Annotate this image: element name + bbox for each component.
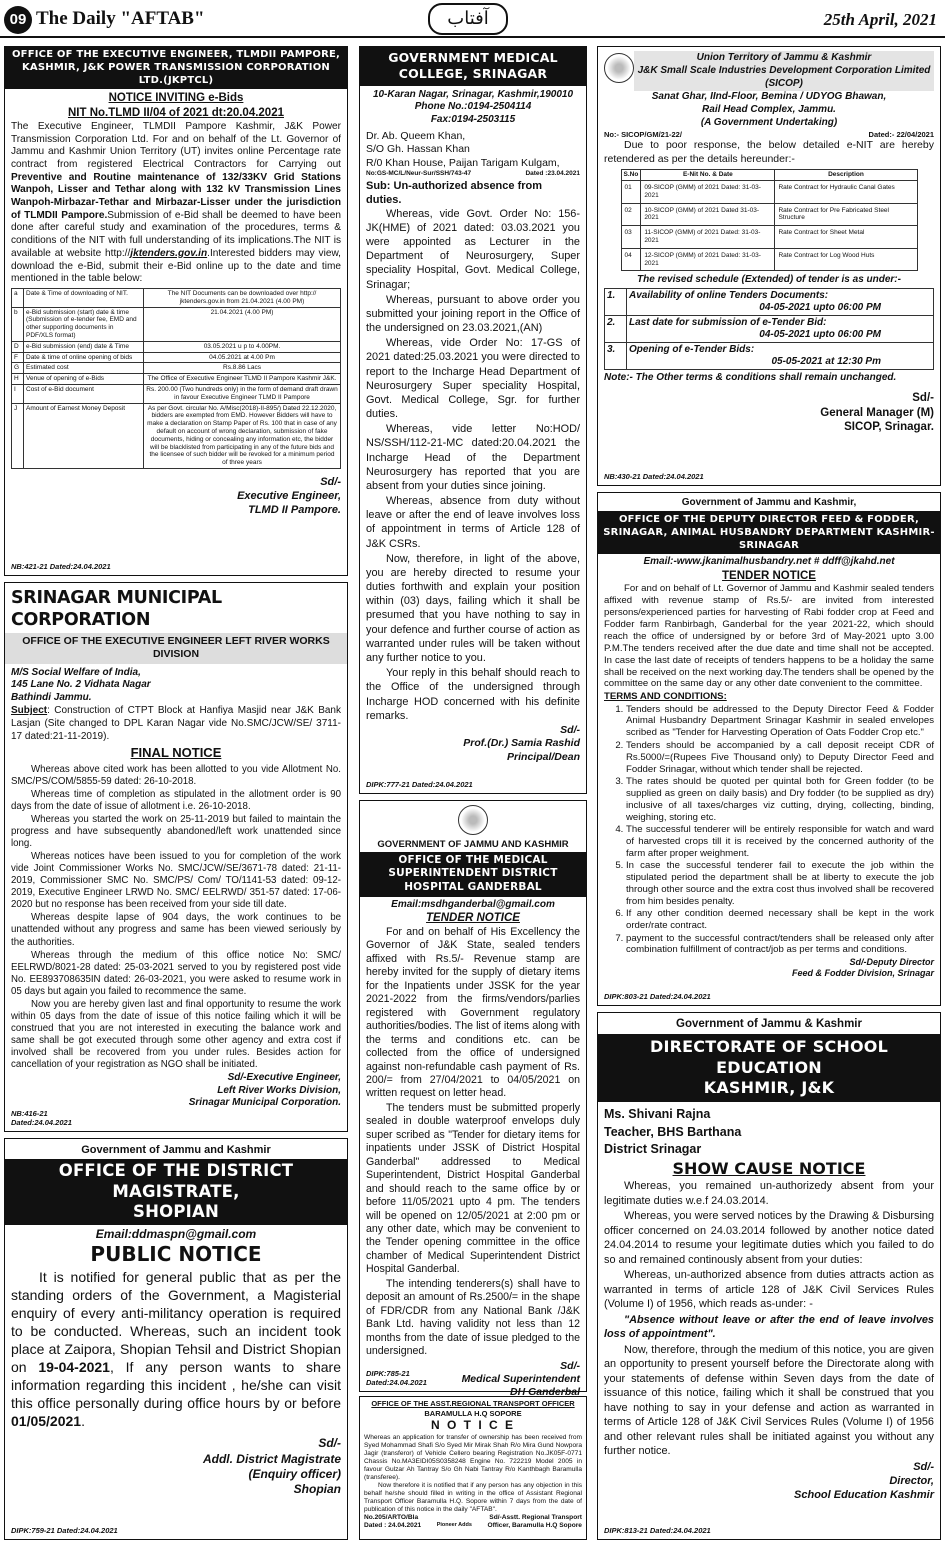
gmc-signature: Sd/- Prof.(Dr.) Samia Rashid Principal/Dean (463, 723, 580, 763)
schedule-number: 2. (605, 316, 627, 343)
gmc-paragraph: Whereas, vide Order No: 17-GS of 2021 dated:25.03.2021 you were directed to report to the Incharge Head Department of Neurosurgery Super speciality Hospital, Govt. Medical College, Sgr. for further duties. (366, 337, 580, 421)
sicop-address: Sanat Ghar, IInd-Floor, Bemina / UDYOG Bhawan, Rail Head Complex, Jammu. (A Government Undertaking) (651, 91, 887, 128)
ganderbal-heading: TENDER NOTICE (426, 912, 520, 925)
fodder-notice (597, 492, 941, 1006)
school-addressee: Ms. Shivani Rajna Teacher, BHS Barthana District Srinagar (604, 1107, 742, 1157)
tlmd-notice (4, 46, 348, 576)
fodder-terms-heading: TERMS AND CONDITIONS: (604, 691, 727, 703)
fodder-gov: Government of Jammu and Kashmir, (681, 497, 857, 508)
table-cell: 09-SICOP (GMM) of 2021 Dated: 31-03-2021 (641, 181, 775, 204)
rto-notice (359, 1396, 587, 1540)
gmc-body (366, 207, 580, 723)
table-cell: 04 (621, 248, 641, 271)
schedule-label: Last date for submission of e-Tender Bid: (629, 317, 827, 329)
table-row (12, 363, 341, 374)
table-cell: The NIT Documents can be downloaded over http:// jktenders.gov.in from 21.04.2021 (4.00 PM) (144, 288, 341, 307)
schedule-number: 3. (605, 343, 627, 370)
tlmd-schedule-table (11, 288, 341, 469)
school-gov: Government of Jammu & Kashmir (676, 1018, 862, 1030)
table-cell: 03 (621, 226, 641, 249)
table-cell: 10-SICOP (GMM) of 2021 Dated 31-03-2021 (641, 203, 775, 226)
school-notice (597, 1012, 941, 1540)
school-signature: Sd/- Director, School Education Kashmir (794, 1460, 934, 1501)
rto-body-1: Whereas an application for transfer of ownership has been received from Syed Mohammad Shafi S/o Syed Mir Mirak Shah R/o Mira Gund Nowpora Jagir (transferor) of Vehicle Cellero bearing Registration No.JK05F-0771 Chassis No.MA3EIDI05S0358248 Engine No. 722219 Model 2005 in favour Gulzar Ah Tantray S/o Gh Nabi Tantray R/o Kanthbagh Baramulla (transferee). (364, 1433, 582, 1481)
shopian-signature: Sd/- Addl. District Magistrate (Enquiry officer) Shopian (202, 1436, 341, 1497)
table-cell: Rate Contract for Hydraulic Canal Gates (775, 181, 917, 204)
table-cell: Cost of e-Bid document (24, 384, 144, 403)
table-cell: Rate Contract for Sheet Metal (775, 226, 917, 249)
gmc-reference: No:GS-MC/L/Neur-Sur/SSH/743-47 Dated :23.04.2021 (366, 170, 580, 178)
sicop-intro: Due to poor response, the below detailed e-NIT are hereby retendered as per the details hereunder:- (604, 139, 934, 165)
shopian-title: OFFICE OF THE DISTRICT MAGISTRATE, SHOPIAN (5, 1159, 347, 1225)
school-para-2: Whereas, you were served notices by the Drawing & Disbursing officer concerned on 24.03.2014 followed by another notice dated 24.04.2014 to resume your legitimate duties which you failed to do so and remained continously absent from your duties: (604, 1210, 934, 1266)
school-heading: SHOW CAUSE NOTICE (672, 1158, 866, 1178)
sicop-header: Union Territory of Jammu & Kashmir J&K Small Scale Industries Development Corporation Limited (SICOP) (634, 51, 934, 91)
table-cell: I (12, 384, 24, 403)
table-cell: 02 (621, 203, 641, 226)
ganderbal-para-3: The intending tenderers(s) shall have to deposit an amount of Rs.2500/= in the shape of FDR/CDR from any National Bank /J&K Bank Ltd. having validity not less than 12 months from the date of issue pledged to the undersigned. (366, 1277, 580, 1358)
fodder-term: 3. The rates should be quoted per quintal both for Green fodder (to be supplied as green on daily basis) and Dry fodder (to be supplied as dry) inclusive of all taxes/charges viz cutting, drying, collecting, binding, weighing, storing etc. (626, 776, 934, 824)
sicop-notice (597, 46, 941, 486)
table-cell: The Office of Executive Engineer TLMD II Pampore Kashmir J&K. (144, 374, 341, 385)
ganderbal-title: OFFICE OF THE MEDICAL SUPERINTENDENT DISTRICT HOSPITAL GANDERBAL (360, 852, 586, 897)
ganderbal-notice (359, 800, 587, 1399)
issue-date: 25th April, 2021 (823, 10, 937, 29)
smc-paragraph: Whereas you started the work on 25-11-2019 but failed to maintain the progress and have subsequently abandoned/left work unattended since long. (11, 814, 341, 850)
school-para-1: Whereas, you remained un-authorizedy absent from your legitimate duties w.e.f 24.03.2014. (604, 1180, 934, 1207)
gmc-paragraph: Whereas, absence from duty without leave or after the end of leave involves loss of appointment in terms of Article 128 of J&K CSRs. (366, 495, 580, 550)
table-cell: As per Govt. circular No. A/Misc(2018)-II-895/) Dated 22.12.2020, bidders are exempted from EMD. However Bidders will have to make a declaration on Stamp Paper of Rs. 100 that in case of any default on account of wrong declaration, submission of fake documents, hiding or concealing any information etc, the bidder will be blacklisted from participating in any of the future bids and the licensee of such bidder will be revoked for a minimum period of three years (144, 403, 341, 468)
schedule-cell (627, 343, 934, 370)
table-row (12, 307, 341, 341)
table-cell: 04.05.2021 at 4.00 Pm (144, 352, 341, 363)
shopian-nb: DIPK:759-21 Dated:24.04.2021 (11, 1526, 118, 1536)
ganderbal-para-1: For and on behalf of His Excellency the Governor of J&K State, sealed tenders affixed with Rs.5/- Revenue stamp are hereby invited for the supply of dietary items for the Inpatients under JSSK for the year 2021-2022 from the firms/vendors/parlies registered with Government regulatory authorities/bodies. The list of items along with the terms and conditions etc. can be collected from the office of undersigned against non-refundable cash payment of Rs. 200/= from 27/04/2021 to 04/05/2021 on written request on letter head. (366, 926, 580, 1100)
table-cell: Amount of Earnest Money Deposit (24, 403, 144, 468)
schedule-value: 04-05-2021 upto 06:00 PM (759, 302, 881, 314)
shopian-heading: PUBLIC NOTICE (90, 1242, 262, 1267)
smc-paragraph: Whereas above cited work has been allotted to you vide Allotment No. SMC/PS/COM/5855-59 dated: 26-10-2018. (11, 764, 341, 788)
tlmd-notice-heading: NOTICE INVITING e-Bids (108, 92, 244, 105)
table-row (605, 289, 934, 316)
fodder-title: OFFICE OF THE DEPUTY DIRECTOR FEED & FODDER, SRINAGAR, ANIMAL HUSBANDRY DEPARTMENT KASHMIR- SRINAGAR (598, 511, 940, 554)
table-cell: Date & time of online opening of bids (24, 352, 144, 363)
smc-address: M/S Social Welfare of India, 145 Lane No. 2 Vidhata Nagar Bathindi Jammu. (11, 666, 151, 704)
table-cell: Rs. 200.00 (Two hundreds only) in the form of demand draft drawn in favour Executive Engineer TLMD II Pampore (144, 384, 341, 403)
gmc-paragraph: Your reply in this behalf should reach to the Office of the undersigned through Incharge HOD concerned with his definite remarks. (366, 667, 580, 722)
smc-paragraph: Now you are hereby given last and final opportunity to resume the work within 05 days from the date of issue of this notice failing which it will be construed that you are not interested in executing the balance work and same shall be got executed through some other agency and extra cost if involved shall be recovered from you under rules. Besides action for cancellation of your registration as NGO shall be initiated. (11, 998, 341, 1070)
smc-notice (4, 582, 348, 1132)
table-cell: 03.05.2021 u p to 4.00PM. (144, 341, 341, 352)
schedule-value: 05-05-2021 at 12:30 Pm (771, 356, 881, 368)
school-nb: DIPK:813-21 Dated:24.04.2021 (604, 1526, 711, 1536)
schedule-label: Opening of e-Tender Bids: (629, 344, 755, 356)
sicop-schedule (604, 288, 934, 370)
ganderbal-nb: DIPK:785-21 Dated:24.04.2021 (366, 1368, 427, 1388)
table-cell: D (12, 341, 24, 352)
table-cell: J (12, 403, 24, 468)
sicop-revised: The revised schedule (Extended) of tender is as under:- (637, 274, 901, 286)
fodder-terms-list (604, 704, 934, 957)
fodder-nb: DIPK:803-21 Dated:24.04.2021 (604, 992, 711, 1002)
sicop-logo (604, 53, 634, 83)
smc-body (11, 764, 341, 1071)
page-number-badge: 09 (4, 6, 32, 34)
table-cell: b (12, 307, 24, 341)
table-cell: e-Bid submission (start) date & time (Submission of e-tender fee, EMD and other supporting documents in PDF/XLS format) (24, 307, 144, 341)
table-cell: Rate Contract for Pre Fabricated Steel Structure (775, 203, 917, 226)
smc-paragraph: Whereas through the medium of this office notice No: SMC/ EELRWD/8021-28 dated: 25-03-2021 served to you by registered post vide No. EE893708635IN dated: 26-03-2021, you were asked to resume work in 05 days but again you failed to recommence the same. (11, 949, 341, 997)
table-cell: Rs.8.86 Lacs (144, 363, 341, 374)
table-row (12, 374, 341, 385)
gmc-paragraph: Now, therefore, in light of the above, you are hereby directed to resume your duties forthwith and explain your position within (03) days, failing which it shall be presumed that you have nothing to say in your defence and further course of action as warranted under rules will be taken without any further notice to you. (366, 552, 580, 664)
smc-paragraph: Whereas despite lapse of 904 days, the work continues to be unattended without any progress and same has been viewed seriously by the authorities. (11, 912, 341, 948)
fodder-term: 6. If any other condition deemed necessary shall be kept in the work order/rate contract. (626, 908, 934, 932)
gmc-title: GOVERNMENT MEDICAL COLLEGE, SRINAGAR (360, 47, 586, 86)
smc-heading: FINAL NOTICE (130, 745, 222, 761)
table-cell: e-Bid submission (end) date & Time (24, 341, 144, 352)
table-cell: 01 (621, 181, 641, 204)
table-cell: 12-SICOP (GMM) of 2021 Dated: 31-03-2021 (641, 248, 775, 271)
schedule-value: 04-05-2021 upto 06:00 PM (759, 329, 881, 341)
smc-title: SRINAGAR MUNICIPAL CORPORATION (11, 588, 222, 631)
ganderbal-gov: GOVERNMENT OF JAMMU AND KASHMIR (377, 839, 569, 851)
gmc-address: 10-Karan Nagar, Srinagar, Kashmir,190010 Phone No.:0194-2504114 Fax:0194-2503115 (372, 88, 574, 126)
gmc-notice (359, 46, 587, 794)
rto-heading: N O T I C E (430, 1418, 515, 1433)
table-cell: Venue of opening of e-Bids (24, 374, 144, 385)
tlmd-title-bar: OFFICE OF THE EXECUTIVE ENGINEER, TLMDII PAMPORE, KASHMIR, J&K POWER TRANSMISSION CORPORATION LTD.(JKPTCL) (5, 47, 347, 89)
sicop-table (621, 169, 918, 271)
table-row (12, 288, 341, 307)
paper-name: The Daily "AFTAB" (36, 8, 205, 29)
table-row (605, 316, 934, 343)
schedule-cell (627, 316, 934, 343)
smc-signature: Sd/-Executive Engineer, Left River Works Division, Srinagar Municipal Corporation. (188, 1071, 341, 1109)
aftab-logo: آفتاب (428, 3, 508, 35)
jktenders-link[interactable]: jktenders.gov.in (130, 247, 208, 259)
shopian-gov: Government of Jammu and Kashmir (81, 1144, 271, 1156)
table-row (12, 403, 341, 468)
table-header-cell: S.No (621, 170, 641, 181)
rto-title: OFFICE OF THE ASST.REGIONAL TRANSPORT OFFICER BARAMULLA H.Q SOPORE (371, 1399, 575, 1418)
rto-body-2: Now therefore it is notified that if any person has any objection in this behalf he/she should filled in writing in the office of Assistant Regional Transport Officer Baramulla H.Q. Sopore within 7 days from the date of publication of this notice in the daily "AFTAB". (364, 1481, 582, 1513)
fodder-term: 7. payment to the successful contract/tenders shall be released only after combination fulfillment of contract/job as per terms and conditions. (626, 933, 934, 957)
table-row (621, 248, 917, 271)
table-row (12, 384, 341, 403)
gmc-subject: Sub: Un-authorized absence from duties. (366, 179, 543, 206)
smc-nb: NB:416-21 Dated:24.04.2021 (11, 1108, 72, 1128)
rto-footer: No.205/ARTO/Bla Sd/-Asstt. Regional Transport Dated : 24.04.2021 Pioneer Adds Officer, Baramulla H.Q Sopore (364, 1513, 582, 1530)
table-row (621, 226, 917, 249)
tlmd-signature: Sd/- Executive Engineer, TLMD II Pampore. (237, 475, 341, 517)
sicop-note: Note:- The Other terms & conditions shall remain unchanged. (604, 372, 897, 384)
ganderbal-email: Email:msdhganderbal@gmail.com (391, 898, 555, 910)
smc-subject: Subject: Construction of CTPT Block at Hanfiya Masjid near J&K Bank Lasjan (Site changed to DPL Karan Nagar vide No.SMC/JCW/SE/ 3711-17 dated:21-11-2019). (11, 705, 341, 742)
fodder-signature: Sd/-Deputy Director Feed & Fodder Division, Srinagar (791, 956, 934, 979)
table-cell: 11-SICOP (GMM) of 2021 Dated: 31-03-2021 (641, 226, 775, 249)
smc-subtitle: OFFICE OF THE EXECUTIVE ENGINEER LEFT RIVER WORKS DIVISION (5, 633, 347, 664)
table-row (605, 343, 934, 370)
table-header-cell: Description (775, 170, 917, 181)
fodder-intro: For and on behalf of Lt. Governor of Jammu and Kashmir sealed tenders affixed with revenue stamp of Rs.5/- are invited from interested persons/experienced parties for harvesting of Rabi fodder crop at Feed and Fodder farm Ranbirbagh, Ganderbal for the year 2021-22, which should reach the office of undersigned by or before 3rd of May-2021 upto 3.00 P.M.The tenders received after the due date and time shall not be accepted. In case the last date of receipts of tenders happens to be a holiday the same shall be received on the next working day.The tenders shall be opened by the committee on the same day or any other date convenient to the committee. (604, 583, 934, 690)
table-cell: 21.04.2021 (4.00 PM) (144, 307, 341, 341)
table-row (12, 352, 341, 363)
fodder-term: 4. The successful tenderer will be entirely responsible for watch and ward of harvested crops till it is received by the concerned authority of the farm after proper weighment. (626, 824, 934, 860)
table-cell: a (12, 288, 24, 307)
school-title: DIRECTORATE OF SCHOOL EDUCATION KASHMIR, J&K (598, 1034, 940, 1102)
fodder-term: 2. Tenders should be accompanied by a call deposit receipt CDR of Rs.5000/=(Rupees Five Thousand only) to Deputy Director Feed and Fodder Srinagar, without which tender shall be rejected. (626, 740, 934, 776)
smc-paragraph: Whereas time of completion as stipulated in the allotment order is 90 days from the date of issue of allotment i.e. 26-10-2018. (11, 789, 341, 813)
fodder-term: 5. In case the successful tenderer fail to execute the job within the stipulated period the department shall be at liberty to execute the job through other source and the extra cost thus involved shall be recovered from him besides penalty. (626, 860, 934, 908)
fodder-heading: TENDER NOTICE (722, 569, 816, 582)
smc-paragraph: Whereas notices have been issued to you for completion of the work vide Joint Commissioner Works No. SMC/JCW/SE/3671-78 dated: 21-11-2019, Commissioner SMC No. SMC/PS/ Com/ TO/1141-53 dated: 09-12-2019, Executive Engineer LRWD No. SMC/ EELRWD/ 351-57 dated: 17-06-2020 but no response has been received from your side till date. (11, 851, 341, 911)
table-cell: Rate Contract for Log Wood Huts (775, 248, 917, 271)
gmc-addressee: Dr. Ab. Queem Khan, S/O Gh. Hassan Khan R/0 Khan House, Paijan Tarigam Kulgam, (366, 129, 560, 169)
tlmd-body: The Executive Engineer, TLMDII Pampore Kashmir, J&K Power Transmission Corporation Ltd. For and on behalf of the Lt. Governor of Jammu and Kashmir Union Territory (UT) invites online Percentage rate contract from registered Electrical Contractors for Carrying out Preventive and Routine maintenance of 132/33KV Grid Stations Wanpoh, Lisser and Tethar along with 132 kV Transmission Lines Wanpoh-Mirbazar-Tethar and Mirbazar-Lisser under the jurisdiction of TLMDII Pampore.Submission of e-Bid shall be deemed to have been done after careful study and examination of the procedures, terms & conditions of the NIT with full understanding of its implications.The NIT is available at website http://jktenders.gov.in.Interested bidders may view, download the e-Bid, submit their e-Bid online up to the date and time mentioned in the table below: (11, 120, 341, 285)
shopian-email: Email:ddmaspn@gmail.com (95, 1226, 257, 1241)
schedule-number: 1. (605, 289, 627, 316)
shopian-body: It is notified for general public that as per the standing orders of the Government, a Magisterial enquiry of every anti-militancy operation is required to be conducted. Whereas, such an incident took place at Zaipora, Shopian Tehsil and District Shopian on 19-04-2021, If any person wants to share information regarding this incident , he/she can visit this office personally during office hours by or before 01/05/2021. (11, 1268, 341, 1430)
schedule-cell (627, 289, 934, 316)
gmc-paragraph: Whereas, vide Govt. Order No: 156-JK(HME) of 2021 dated: 03.03.2021 you were appointed as Lecturer in the Department of Neurosurgery, Super speciality Hospital, Govt. Medical College, Srinagar; (366, 207, 580, 291)
school-para-3: Whereas, un-authorized absence from duties attracts action as warranted in terms of article 128 of J&K Civil Services Rules (Volume I) of 1956, which reads as-under: - (604, 1269, 934, 1311)
jk-emblem (458, 805, 488, 835)
table-row (12, 341, 341, 352)
sicop-signature: Sd/- General Manager (M) SICOP, Srinagar. (820, 392, 934, 434)
table-cell: F (12, 352, 24, 363)
sicop-ref: No:- SICOP/GM/21-22/ Dated:- 22/04/2021 (604, 129, 934, 139)
table-cell: Date & Time of downloading of NIT. (24, 288, 144, 307)
table-header-cell: E-Nit No. & Date (641, 170, 775, 181)
tlmd-nit-line: NIT No.TLMD II/04 of 2021 dt:20.04.2021 (67, 107, 284, 120)
table-cell: Estimated cost (24, 363, 144, 374)
shopian-notice (4, 1138, 348, 1540)
school-quote: "Absence without leave or after the end of leave involves loss of appointment". (604, 1313, 934, 1341)
table-cell: H (12, 374, 24, 385)
table-cell: G (12, 363, 24, 374)
schedule-label: Availability of online Tenders Documents: (629, 290, 829, 302)
fodder-term: 1. Tenders should be addressed to the Deputy Director Feed & Fodder Animal Husbandry Department Srinagar Kashmir in sealed envelopes scribed as "Tender for Harvesting Operation of Oats Fodder Crop etc." (626, 704, 934, 740)
gmc-nb: DIPK:777-21 Dated:24.04.2021 (366, 780, 473, 790)
tlmd-nb: NB:421-21 Dated:24.04.2021 (11, 562, 111, 572)
school-para-4: Now, therefore, through the medium of this notice, you are given an opportunity to present yourself before the Directorate along with your statements of defense within Seven days from the date of issuance of this notice, failing which it shall be construed that you have nothing to say in your defense and action as warranted in terms of Article 128 of J&K Civil Services Rules (Volume I) of 1956 and other relevant rules shall be initiated against you without any further notice. (604, 1343, 934, 1458)
gmc-paragraph: Whereas, vide letter No:HOD/ NS/SSH/112-21-MC dated:20.04.2021 the Incharge Head of the Department Neurosurgery has reported that you are absent from your duties since joining. (366, 423, 580, 492)
ganderbal-signature: Sd/- Medical Superintendent DH Ganderbal (461, 1359, 580, 1399)
table-row (621, 181, 917, 204)
table-row (621, 203, 917, 226)
sicop-nb: NB:430-21 Dated:24.04.2021 (604, 472, 704, 482)
fodder-web: Email:-www.jkanimalhusbandry.net # ddff@jkahd.net (643, 555, 895, 567)
gmc-paragraph: Whereas, pursuant to above order you submitted your joining report in the Office of the undersigned on 23.03.2021,(AN) (366, 293, 580, 335)
ganderbal-para-2: The tenders must be submitted properly sealed in double waterproof envelops duly super scribed as "Tender for dietary items for inpatients under JSSK of District Hospital Ganderbal" addressed to Medical Superintendent, District Hospital Ganderbal and should reach to the same office by or before 11/05/2021 upto 4 pm. The tenders will be opened on 12/05/2021 at 2:00 pm or any other date, which may be convenient to the Tender opening committee in the office chamber of Medical Superintendent District Hospital Ganderbal. (366, 1101, 580, 1276)
masthead (0, 0, 945, 38)
